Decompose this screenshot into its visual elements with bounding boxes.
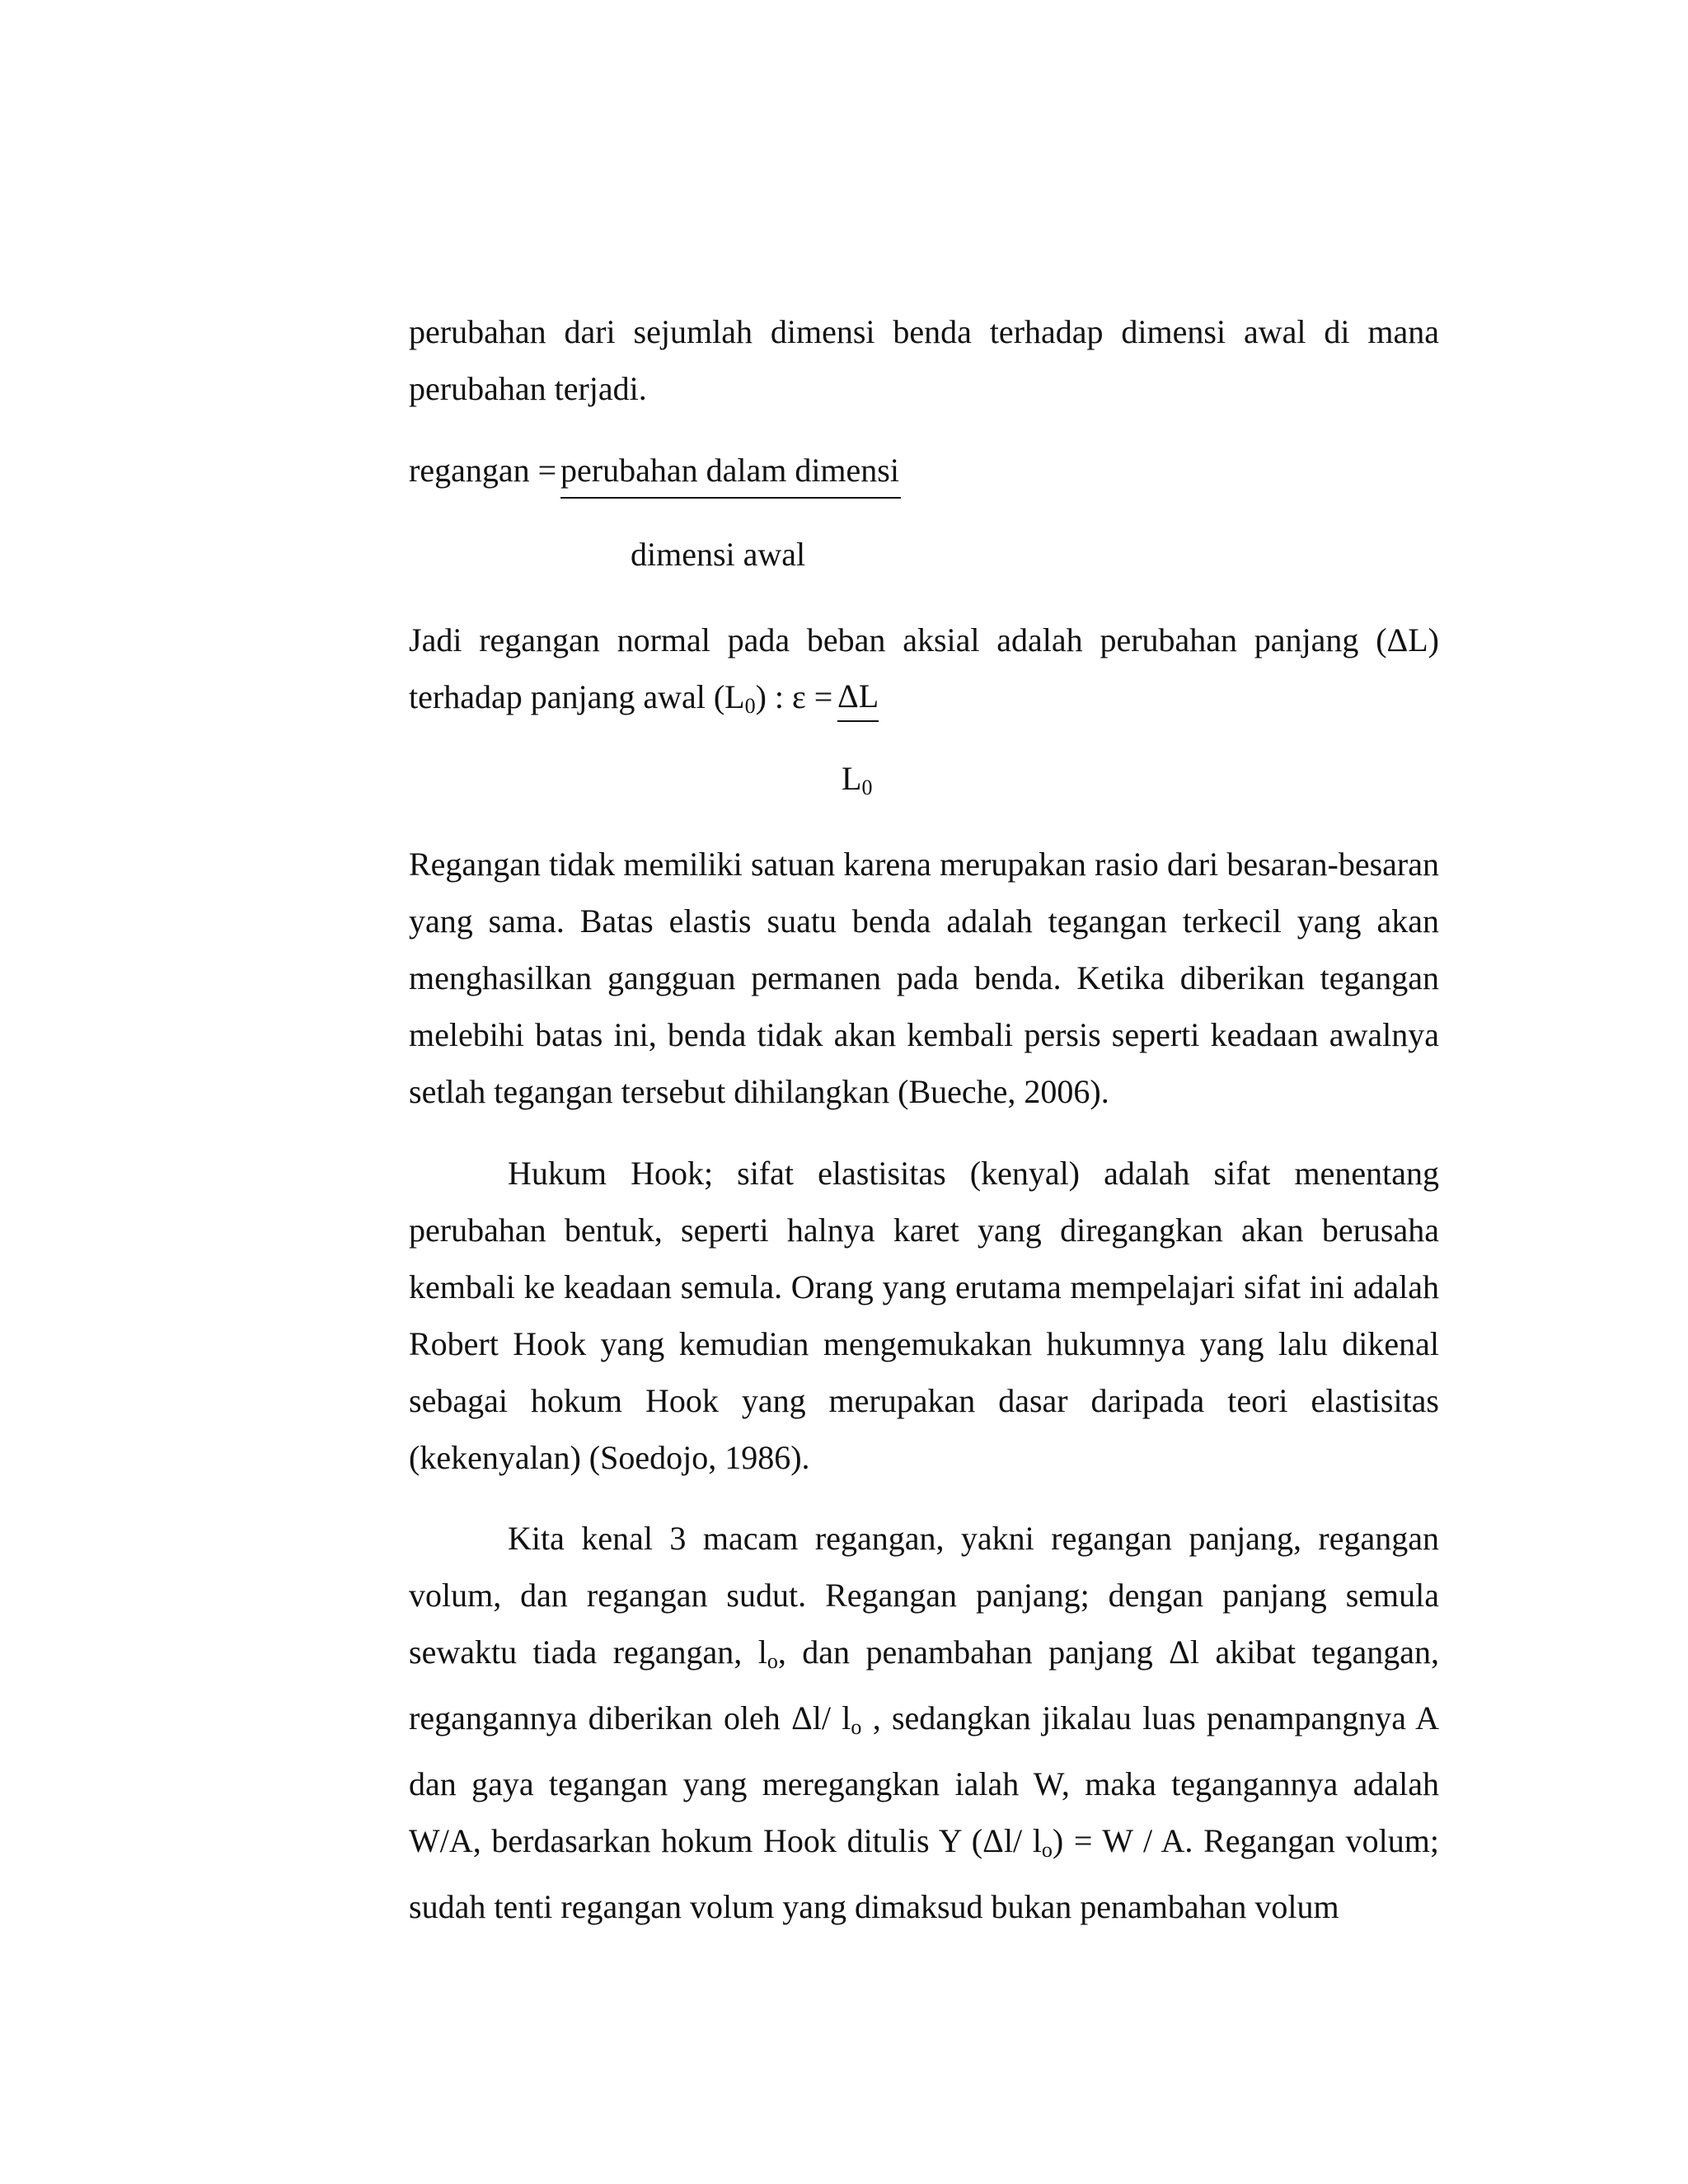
- paragraph-2-line-2-subscript: 0: [744, 694, 756, 718]
- formula-2-denominator: [842, 758, 872, 808]
- formula-1-lhs: regangan =: [409, 452, 557, 489]
- paragraph-2-line-2-prefix: terhadap panjang awal (L: [409, 678, 745, 715]
- paragraph-5-text-4: ) = W / A. Regangan volum; sudah tenti regangan volum yang dimaksud bukan penambahan volum: [409, 1822, 1439, 1925]
- formula-2-numerator: ΔL: [837, 677, 879, 715]
- paragraph-4-text: Hukum Hook; sifat elastisitas (kenyal) adalah sifat menentang perubahan bentuk, seperti halnya karet yang diregangkan akan berusaha kembali ke keadaan semula. Orang yang erutama mempelajari sifat ini adalah Robert Hook yang kemudian mengemukakan hukumnya yang lalu dikenal sebagai hokum Hook yang merupakan dasar daripada teori elastisitas (kekenyalan) (Soedojo, 1986).: [409, 1155, 1439, 1476]
- paragraph-4: [409, 1145, 1439, 1486]
- paragraph-5-text-3: , sedangkan jikalau luas penampangnya A dan gaya tegangan yang meregangkan ialah W, maka tegangannya adalah W/A, berdasarkan hokum Hook ditulis Y (Δl/ l: [409, 1699, 1439, 1859]
- formula-2-denominator-base: L: [842, 760, 862, 797]
- paragraph-3-text: Regangan tidak memiliki satuan karena merupakan rasio dari besaran-besaran yang sama. Batas elastis suatu benda adalah tegangan terkecil yang akan menghasilkan gangguan permanen pada benda. Ketika diberikan tegangan melebihi batas ini, benda tidak akan kembali persis seperti keadaan awalnya setlah tegangan tersebut dihilangkan (Bueche, 2006).: [409, 846, 1439, 1110]
- paragraph-5-text-2: , dan penambahan panjang Δl akibat tegangan, regangannya diberikan oleh Δl/ l: [409, 1633, 1439, 1736]
- paragraph-5: [409, 1510, 1439, 1935]
- paragraph-2: [409, 612, 1439, 734]
- paragraph-2-line-1: Jadi regangan normal pada beban aksial adalah perubahan panjang (ΔL): [409, 621, 1439, 658]
- paragraph-2-line-2-suffix: ) : ε =: [755, 678, 833, 715]
- formula-1-numerator: perubahan dalam dimensi: [560, 452, 899, 489]
- formula-1-fraction-bar: [560, 497, 901, 499]
- paragraph-1: [409, 303, 1439, 417]
- paragraph-5-text-1: Kita kenal 3 macam regangan, yakni regangan panjang, regangan volum, dan regangan sudut. Regangan panjang; dengan panjang semula sewaktu tiada regangan, l: [409, 1520, 1439, 1671]
- paragraph-2-line-2: [409, 668, 1439, 734]
- paragraph-5-sub-2: o: [851, 1715, 862, 1739]
- paragraph-3: [409, 836, 1439, 1120]
- formula-2-denominator-subscript: 0: [861, 776, 873, 799]
- paragraph-5-sub-3: o: [1041, 1838, 1053, 1862]
- formula-2-fraction-bar: [837, 720, 879, 722]
- paragraph-1-text: perubahan dari sejumlah dimensi benda terhadap dimensi awal di mana perubahan terjadi.: [409, 313, 1439, 407]
- paragraph-5-sub-1: o: [767, 1649, 778, 1673]
- formula-1-denominator: dimensi awal: [631, 536, 806, 573]
